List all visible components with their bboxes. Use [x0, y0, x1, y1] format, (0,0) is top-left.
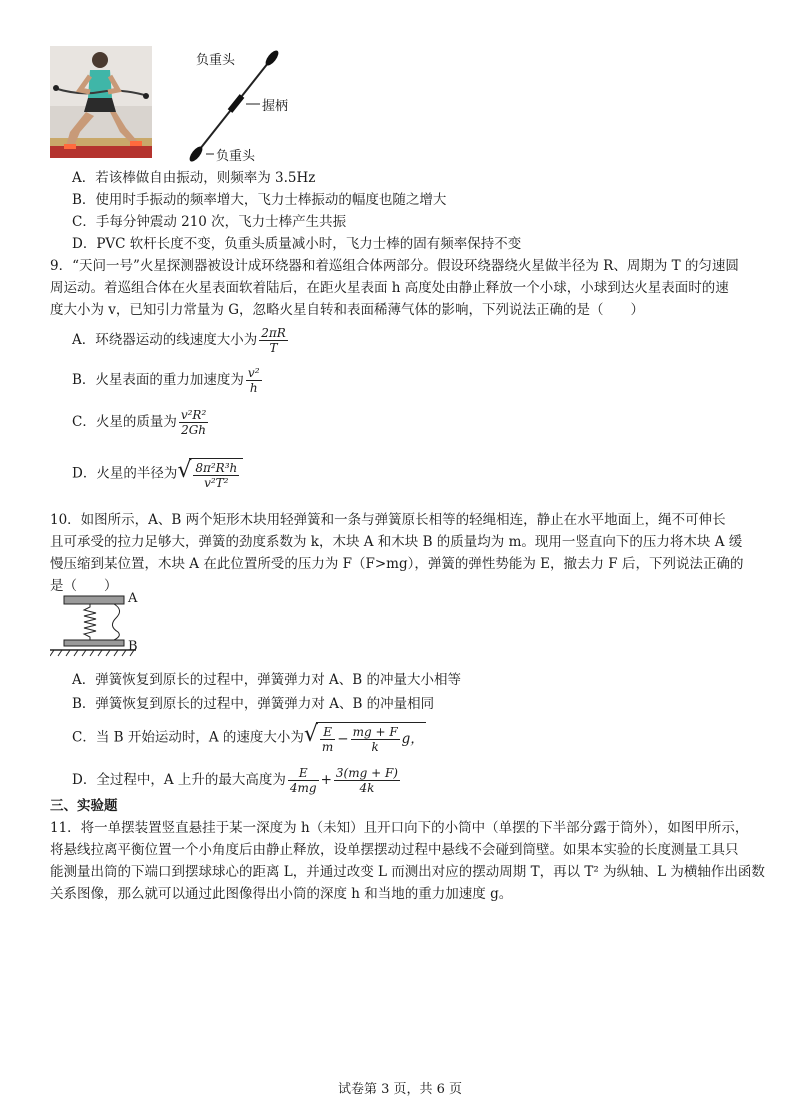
q10-stem-line2: 且可承受的拉力足够大，弹簧的劲度系数为 k，木块 A 和木块 B 的质量均为 m。现用一竖直向下的压力将木块 A 缓: [50, 534, 743, 550]
fig8-label-bot: 负重头: [216, 149, 256, 164]
q10-option-c: C．当 B 开始运动时，A 的速度大小为 √ $\frac{E}{m}$ − $\frac{mg + F}{k}$ g，: [72, 722, 424, 754]
q9-stem-line3: 度大小为 v，已知引力常量为 G，忽略火星自转和表面稀薄气体的影响，下列说法正确的是（ ）: [50, 302, 644, 318]
q8-option-d: D．PVC 软杆长度不变，负重头质量减小时，飞力士棒的固有频率保持不变: [72, 236, 522, 252]
athlete-photo: [50, 46, 152, 158]
q9-option-a: A．环绕器运动的线速度大小为 $\frac{2\pi R}{T}$: [72, 326, 286, 355]
fig8-label-top: 负重头: [196, 53, 236, 68]
q9-option-b: B．火星表面的重力加速度为 $\frac{\text{v²}}{h}$: [72, 366, 260, 395]
q11-stem-line1: 11．将一单摆装置竖直悬挂于某一深度为 h（未知）且开口向下的小筒中（单摆的下半部分露于筒外），如图甲所示，: [50, 820, 749, 836]
square-root: √ $\frac{E}{m}$ − $\frac{mg + F}{k}$ g，: [303, 722, 424, 754]
q10-stem-line4: 是（ ）: [50, 578, 118, 594]
q10-option-d: D．全过程中，A 上升的最大高度为 $\frac{E}{4mg}$ + $\frac{3(mg + F)}{4k}$: [72, 766, 398, 795]
fraction: $\frac{\text{8π²R³h}}{\text{v²T²}}$: [195, 461, 238, 490]
fig8-label-mid: 握柄: [262, 99, 289, 114]
q9-option-c: C．火星的质量为 $\frac{\text{v²R²}}{2Gh}$: [72, 408, 207, 437]
q8-option-c: C．手每分钟震动 210 次，飞力士棒产生共振: [72, 214, 347, 230]
fraction: $\frac{2\pi R}{T}$: [261, 326, 286, 355]
q10-stem-line3: 慢压缩到某位置，木块 A 在此位置所受的压力为 F（F>mg），弹簧的弹性势能为 E，撤去力 F 后，下列说法正确的: [50, 556, 744, 572]
fig10-label-a: A: [128, 591, 138, 606]
q8-option-b: B．使用时手振动的频率增大，飞力士棒振动的幅度也随之增大: [72, 192, 447, 208]
q10-stem-line1: 10．如图所示，A、B 两个矩形木块用轻弹簧和一条与弹簧原长相等的轻绳相连，静止在水平地面上，绳不可伸长: [50, 512, 726, 528]
q9-option-d: D．火星的半径为 √ $\frac{\text{8π²R³h}}{\text{v²T²}}$: [72, 458, 243, 490]
q10-option-b: B．弹簧恢复到原长的过程中，弹簧弹力对 A、B 的冲量相同: [72, 696, 435, 712]
fraction: $\frac{3(mg + F)}{4k}$: [335, 766, 398, 795]
q9-stem-line2: 周运动。着巡组合体在火星表面软着陆后，在距火星表面 h 高度处由静止释放一个小球，小球到达火星表面时的速: [50, 280, 729, 296]
q10-option-a: A．弹簧恢复到原长的过程中，弹簧弹力对 A、B 的冲量大小相等: [72, 672, 462, 688]
spring-block-diagram: [50, 590, 140, 660]
q11-stem-line3: 能测量出筒的下端口到摆球球心的距离 L，并通过改变 L 而测出对应的摆动周期 T，再以 T² 为纵轴、L 为横轴作出函数: [50, 864, 765, 880]
square-root: √ $\frac{\text{8π²R³h}}{\text{v²T²}}$: [177, 458, 243, 490]
fraction: $\frac{\text{v²R²}}{2Gh}$: [180, 408, 207, 437]
fraction: $\frac{mg + F}{k}$: [352, 725, 398, 754]
fraction: $\frac{E}{m}$: [321, 725, 334, 754]
q8-option-a: A．若该棒做自由振动，则频率为 3.5Hz: [72, 170, 316, 186]
fraction: $\frac{E}{4mg}$: [289, 766, 317, 795]
q11-stem-line2: 将悬线拉离平衡位置一个小角度后由静止释放，设单摆摆动过程中悬线不会碰到筒壁。如果本实验的长度测量工具只: [50, 842, 739, 858]
q11-stem-line4: 关系图像，那么就可以通过此图像得出小筒的深度 h 和当地的重力加速度 g。: [50, 886, 513, 902]
fraction: $\frac{\text{v²}}{h}$: [247, 366, 260, 395]
q9-stem-line1: 9．“天问一号”火星探测器被设计成环绕器和着巡组合体两部分。假设环绕器绕火星做半径为 R、周期为 T 的匀速圆: [50, 258, 739, 274]
section-title: 三、实验题: [50, 798, 118, 814]
fig10-label-b: B: [128, 639, 138, 654]
page-footer: 试卷第 3 页，共 6 页: [337, 1082, 463, 1097]
